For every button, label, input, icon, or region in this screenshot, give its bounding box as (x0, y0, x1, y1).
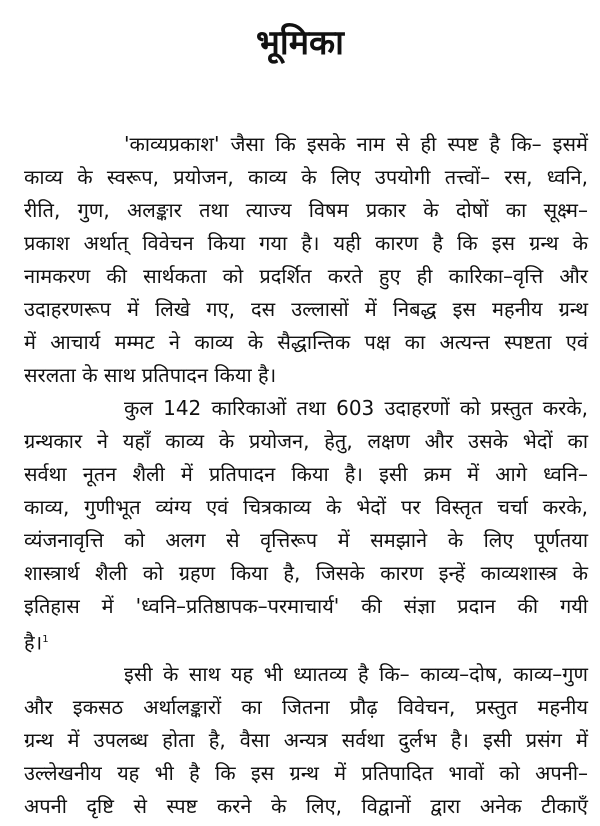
footnote-marker: 1 (42, 634, 49, 645)
text-line: अपनी दृष्टि से स्पष्ट करने के लिए, विद्वानों द्वारा अनेक टीकाएँ (24, 794, 588, 818)
paragraph-3 (24, 658, 588, 823)
text-line: सरलता के साथ प्रतिपादन किया है। (24, 363, 277, 387)
text-line: सर्वथा नूतन शैली में प्रतिपादन किया है। इसी क्रम में आगे ध्वनि– (24, 462, 588, 486)
text-line: ग्रन्थ में उपलब्ध होता है, वैसा अन्यत्र सर्वथा दुर्लभ है। इसी प्रसंग में (24, 728, 588, 752)
page-title: भूमिका (256, 23, 344, 63)
text-line: उदाहरणरूप में लिखे गए, दस उल्लासों में निबद्ध इस महनीय ग्रन्थ (24, 297, 588, 321)
text-line: उल्लेखनीय यह भी है कि इस ग्रन्थ में प्रतिपादित भावों को अपनी– (24, 761, 588, 785)
text-line: और इकसठ अर्थालङ्कारों का जितना प्रौढ़ विवेचन, प्रस्तुत महनीय (24, 695, 588, 719)
text-line (24, 623, 588, 656)
text-line: 'काव्यप्रकाश' जैसा कि इसके नाम से ही स्पष्ट है कि– इसमें (124, 132, 588, 156)
text-line: शास्त्रार्थ शैली को ग्रहण किया है, जिसके कारण इन्हें काव्यशास्त्र के (24, 561, 588, 585)
text-line: व्यंजनावृत्ति को अलग से वृत्तिरूप में समझाने के लिए पूर्णतया (24, 528, 588, 552)
text-line: प्रकाश अर्थात् विवेचन किया गया है। यही कारण है कि इस ग्रन्थ के (24, 231, 588, 255)
text-line: कुल 142 कारिकाओं तथा 603 उदाहरणों को प्रस्तुत करके, (124, 396, 588, 420)
document-body (24, 128, 588, 823)
paragraph-2 (24, 392, 588, 656)
text-line: इसी के साथ यह भी ध्यातव्य है कि– काव्य–दोष, काव्य–गुण (124, 662, 588, 686)
text-line: काव्य, गुणीभूत व्यंग्य एवं चित्रकाव्य के भेदों पर विस्तृत चर्चा करके, (24, 495, 588, 519)
text-line: इतिहास में 'ध्वनि–प्रतिष्ठापक–परमाचार्य' की संज्ञा प्रदान की गयी (24, 594, 588, 618)
text-line: ग्रन्थकार ने यहाँ काव्य के प्रयोजन, हेतु, लक्षण और उसके भेदों का (24, 429, 588, 453)
text-line: नामकरण की सार्थकता को प्रदर्शित करते हुए ही कारिका–वृत्ति और (24, 264, 588, 288)
text-line: काव्य के स्वरूप, प्रयोजन, काव्य के लिए उपयोगी तत्त्वों– रस, ध्वनि, (24, 165, 588, 189)
text-fragment: है। (24, 630, 43, 655)
text-line: रीति, गुण, अलङ्कार तथा त्याज्य विषम प्रकार के दोषों का सूक्ष्म– (24, 198, 588, 222)
text-line: में आचार्य मम्मट ने काव्य के सैद्धान्तिक पक्ष का अत्यन्त स्पष्टता एवं (24, 330, 588, 354)
paragraph-1 (24, 128, 588, 392)
